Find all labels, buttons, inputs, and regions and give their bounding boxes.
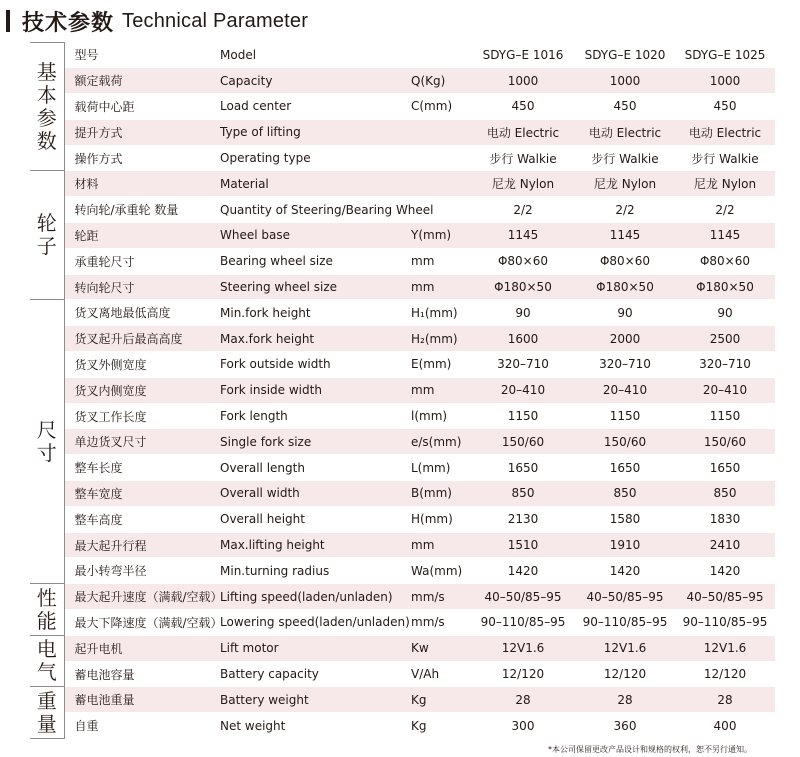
param-name-en: Max.fork height (214, 326, 401, 352)
value-sdyg-e-1025: Φ180×50 (675, 274, 775, 300)
param-name-en: Operating type (214, 145, 401, 171)
value-sdyg-e-1025: 850 (675, 481, 775, 507)
param-name-en: Battery capacity (214, 661, 401, 687)
param-unit (401, 43, 471, 68)
param-name-en: Load center (214, 94, 401, 120)
spec-row (30, 68, 775, 94)
value-sdyg-e-1025: 12/120 (675, 661, 775, 687)
param-name-en: Lift motor (214, 635, 401, 661)
value-sdyg-e-1020: 90–110/85–95 (575, 610, 675, 636)
spec-row (30, 43, 775, 68)
value-sdyg-e-1025: 1420 (675, 558, 775, 584)
param-name-zh: 转向轮尺寸 (64, 274, 214, 300)
value-sdyg-e-1025: 20–410 (675, 377, 775, 403)
value-sdyg-e-1016: 1420 (471, 558, 575, 584)
value-sdyg-e-1016: 尼龙 Nylon (471, 171, 575, 197)
param-name-zh: 轮距 (64, 223, 214, 249)
param-name-en: Min.turning radius (214, 558, 401, 584)
param-unit: mm (401, 274, 471, 300)
param-unit: mm (401, 532, 471, 558)
value-sdyg-e-1025: 12V1.6 (675, 635, 775, 661)
value-sdyg-e-1016: 28 (471, 687, 575, 713)
spec-row (30, 171, 775, 197)
param-name-zh: 自重 (64, 713, 214, 739)
param-name-zh: 最大起升行程 (64, 532, 214, 558)
param-name-zh: 货叉离地最低高度 (64, 300, 214, 326)
param-name-en: Single fork size (214, 429, 401, 455)
value-sdyg-e-1020: 360 (575, 713, 675, 739)
param-name-zh: 货叉外侧宽度 (64, 352, 214, 378)
param-unit: C(mm) (401, 94, 471, 120)
spec-row (30, 403, 775, 429)
value-sdyg-e-1016: 电动 Electric (471, 119, 575, 145)
value-sdyg-e-1020: 1910 (575, 532, 675, 558)
param-name-zh: 整车长度 (64, 455, 214, 481)
value-sdyg-e-1025: 150/60 (675, 429, 775, 455)
value-sdyg-e-1016: 1510 (471, 532, 575, 558)
param-unit: Q(Kg) (401, 68, 471, 94)
value-sdyg-e-1020: 12V1.6 (575, 635, 675, 661)
group-label-text: 性能 (36, 585, 57, 633)
param-name-zh: 最小转弯半径 (64, 558, 214, 584)
page-title-en: Technical Parameter (122, 9, 309, 32)
value-sdyg-e-1020: 850 (575, 481, 675, 507)
spec-row (30, 377, 775, 403)
param-name-zh: 提升方式 (64, 119, 214, 145)
param-name-zh: 货叉内侧宽度 (64, 377, 214, 403)
param-name-zh: 型号 (64, 43, 214, 68)
value-sdyg-e-1020: 2000 (575, 326, 675, 352)
spec-row (30, 248, 775, 274)
param-name-en: Quantity of Steering/Bearing Wheel (214, 197, 401, 223)
group-label-text: 基本参数 (36, 59, 57, 153)
spec-row (30, 584, 775, 610)
group-label (30, 584, 64, 636)
value-sdyg-e-1025: 90–110/85–95 (675, 610, 775, 636)
spec-row (30, 610, 775, 636)
value-sdyg-e-1020: SDYG–E 1020 (575, 43, 675, 68)
value-sdyg-e-1016: 2130 (471, 506, 575, 532)
param-unit: l(mm) (401, 403, 471, 429)
param-name-zh: 整车高度 (64, 506, 214, 532)
value-sdyg-e-1020: Φ80×60 (575, 248, 675, 274)
spec-row (30, 274, 775, 300)
param-name-en: Fork outside width (214, 352, 401, 378)
value-sdyg-e-1020: 150/60 (575, 429, 675, 455)
spec-row (30, 429, 775, 455)
spec-table (30, 42, 775, 739)
spec-row (30, 352, 775, 378)
value-sdyg-e-1016: 300 (471, 713, 575, 739)
value-sdyg-e-1020: 1000 (575, 68, 675, 94)
param-unit: H₁(mm) (401, 300, 471, 326)
param-name-zh: 转向轮/承重轮 数量 (64, 197, 214, 223)
param-name-en: Fork length (214, 403, 401, 429)
param-name-en: Fork inside width (214, 377, 401, 403)
param-name-en: Lowering speed(laden/unladen) (214, 610, 401, 636)
param-name-en: Capacity (214, 68, 401, 94)
param-unit: H(mm) (401, 506, 471, 532)
value-sdyg-e-1020: 12/120 (575, 661, 675, 687)
value-sdyg-e-1016: 1145 (471, 223, 575, 249)
param-name-zh: 承重轮尺寸 (64, 248, 214, 274)
param-name-en: Max.lifting height (214, 532, 401, 558)
param-name-zh: 最大下降速度（满载/空载） (64, 610, 214, 636)
value-sdyg-e-1025: 90 (675, 300, 775, 326)
value-sdyg-e-1016: 步行 Walkie (471, 145, 575, 171)
param-name-en: Overall width (214, 481, 401, 507)
value-sdyg-e-1025: 320–710 (675, 352, 775, 378)
group-label-text: 轮子 (36, 211, 57, 259)
spec-row (30, 94, 775, 120)
group-label (30, 635, 64, 687)
value-sdyg-e-1025: 1830 (675, 506, 775, 532)
value-sdyg-e-1020: 步行 Walkie (575, 145, 675, 171)
param-name-en: Bearing wheel size (214, 248, 401, 274)
value-sdyg-e-1016: 450 (471, 94, 575, 120)
value-sdyg-e-1020: 2/2 (575, 197, 675, 223)
value-sdyg-e-1020: 320–710 (575, 352, 675, 378)
value-sdyg-e-1020: 尼龙 Nylon (575, 171, 675, 197)
param-unit (401, 119, 471, 145)
value-sdyg-e-1016: 1150 (471, 403, 575, 429)
value-sdyg-e-1016: Φ80×60 (471, 248, 575, 274)
param-unit: mm/s (401, 584, 471, 610)
value-sdyg-e-1025: 电动 Electric (675, 119, 775, 145)
param-name-zh: 蓄电池重量 (64, 687, 214, 713)
group-label-text: 尺寸 (36, 417, 57, 465)
value-sdyg-e-1016: 1600 (471, 326, 575, 352)
spec-row (30, 558, 775, 584)
param-unit: Kg (401, 713, 471, 739)
value-sdyg-e-1016: Φ180×50 (471, 274, 575, 300)
param-unit: Kw (401, 635, 471, 661)
value-sdyg-e-1025: 28 (675, 687, 775, 713)
param-name-zh: 货叉起升后最高高度 (64, 326, 214, 352)
value-sdyg-e-1025: 400 (675, 713, 775, 739)
value-sdyg-e-1025: 1150 (675, 403, 775, 429)
spec-row (30, 326, 775, 352)
param-name-en: Steering wheel size (214, 274, 401, 300)
param-unit: Y(mm) (401, 223, 471, 249)
value-sdyg-e-1025: 尼龙 Nylon (675, 171, 775, 197)
param-name-en: Wheel base (214, 223, 401, 249)
value-sdyg-e-1020: 90 (575, 300, 675, 326)
value-sdyg-e-1020: 1150 (575, 403, 675, 429)
param-name-en: Overall height (214, 506, 401, 532)
param-name-zh: 单边货叉尺寸 (64, 429, 214, 455)
param-unit (401, 171, 471, 197)
value-sdyg-e-1016: 40–50/85–95 (471, 584, 575, 610)
value-sdyg-e-1016: 1650 (471, 455, 575, 481)
value-sdyg-e-1016: 12/120 (471, 661, 575, 687)
param-unit: L(mm) (401, 455, 471, 481)
value-sdyg-e-1020: 电动 Electric (575, 119, 675, 145)
group-label (30, 171, 64, 300)
param-name-zh: 载荷中心距 (64, 94, 214, 120)
value-sdyg-e-1025: 40–50/85–95 (675, 584, 775, 610)
param-name-zh: 蓄电池容量 (64, 661, 214, 687)
value-sdyg-e-1016: 150/60 (471, 429, 575, 455)
spec-row (30, 223, 775, 249)
value-sdyg-e-1016: 2/2 (471, 197, 575, 223)
spec-table-body (30, 43, 775, 739)
value-sdyg-e-1020: 1650 (575, 455, 675, 481)
group-label-text: 重量 (36, 688, 57, 736)
spec-row (30, 455, 775, 481)
value-sdyg-e-1016: 90–110/85–95 (471, 610, 575, 636)
param-name-en: Model (214, 43, 401, 68)
param-name-zh: 额定载荷 (64, 68, 214, 94)
param-unit: E(mm) (401, 352, 471, 378)
footnote: *本公司保留更改产品设计和规格的权利，恕不另行通知。 (548, 745, 752, 754)
param-name-zh: 操作方式 (64, 145, 214, 171)
value-sdyg-e-1020: 1580 (575, 506, 675, 532)
value-sdyg-e-1020: 40–50/85–95 (575, 584, 675, 610)
group-label-text: 电气 (36, 637, 57, 685)
param-name-zh: 起升电机 (64, 635, 214, 661)
group-label (30, 687, 64, 739)
param-unit: Wa(mm) (401, 558, 471, 584)
value-sdyg-e-1025: 1145 (675, 223, 775, 249)
value-sdyg-e-1020: 1145 (575, 223, 675, 249)
param-unit: B(mm) (401, 481, 471, 507)
spec-row (30, 145, 775, 171)
group-label (30, 300, 64, 584)
param-unit: V/Ah (401, 661, 471, 687)
spec-row (30, 197, 775, 223)
param-unit: mm/s (401, 610, 471, 636)
param-name-zh: 整车宽度 (64, 481, 214, 507)
spec-row (30, 532, 775, 558)
spec-row (30, 481, 775, 507)
group-label (30, 43, 64, 171)
param-name-en: Lifting speed(laden/unladen) (214, 584, 401, 610)
param-unit: e/s(mm) (401, 429, 471, 455)
param-unit: mm (401, 248, 471, 274)
spec-row (30, 635, 775, 661)
header-bar (6, 10, 10, 32)
value-sdyg-e-1016: 1000 (471, 68, 575, 94)
param-name-en: Min.fork height (214, 300, 401, 326)
spec-row (30, 300, 775, 326)
param-name-zh: 最大起升速度（满载/空载） (64, 584, 214, 610)
spec-row (30, 506, 775, 532)
value-sdyg-e-1025: 450 (675, 94, 775, 120)
value-sdyg-e-1025: 2500 (675, 326, 775, 352)
param-name-zh: 材料 (64, 171, 214, 197)
value-sdyg-e-1025: 2/2 (675, 197, 775, 223)
value-sdyg-e-1020: 1420 (575, 558, 675, 584)
param-name-en: Material (214, 171, 401, 197)
param-name-en: Battery weight (214, 687, 401, 713)
param-name-en: Type of lifting (214, 119, 401, 145)
value-sdyg-e-1025: 2410 (675, 532, 775, 558)
value-sdyg-e-1020: Φ180×50 (575, 274, 675, 300)
spec-row (30, 119, 775, 145)
value-sdyg-e-1020: 450 (575, 94, 675, 120)
value-sdyg-e-1016: 320–710 (471, 352, 575, 378)
param-name-en: Net weight (214, 713, 401, 739)
page-header (6, 6, 308, 36)
value-sdyg-e-1016: 850 (471, 481, 575, 507)
param-name-en: Overall length (214, 455, 401, 481)
value-sdyg-e-1025: 1000 (675, 68, 775, 94)
spec-row (30, 661, 775, 687)
value-sdyg-e-1025: 1650 (675, 455, 775, 481)
value-sdyg-e-1016: 12V1.6 (471, 635, 575, 661)
value-sdyg-e-1025: Φ80×60 (675, 248, 775, 274)
param-unit (401, 145, 471, 171)
param-unit: mm (401, 377, 471, 403)
value-sdyg-e-1016: 90 (471, 300, 575, 326)
page-title-zh: 技术参数 (22, 10, 115, 36)
spec-row (30, 687, 775, 713)
param-unit: H₂(mm) (401, 326, 471, 352)
spec-row (30, 713, 775, 739)
value-sdyg-e-1016: SDYG–E 1016 (471, 43, 575, 68)
value-sdyg-e-1025: 步行 Walkie (675, 145, 775, 171)
param-unit: Kg (401, 687, 471, 713)
value-sdyg-e-1016: 20–410 (471, 377, 575, 403)
param-name-zh: 货叉工作长度 (64, 403, 214, 429)
value-sdyg-e-1020: 20–410 (575, 377, 675, 403)
value-sdyg-e-1025: SDYG–E 1025 (675, 43, 775, 68)
value-sdyg-e-1020: 28 (575, 687, 675, 713)
